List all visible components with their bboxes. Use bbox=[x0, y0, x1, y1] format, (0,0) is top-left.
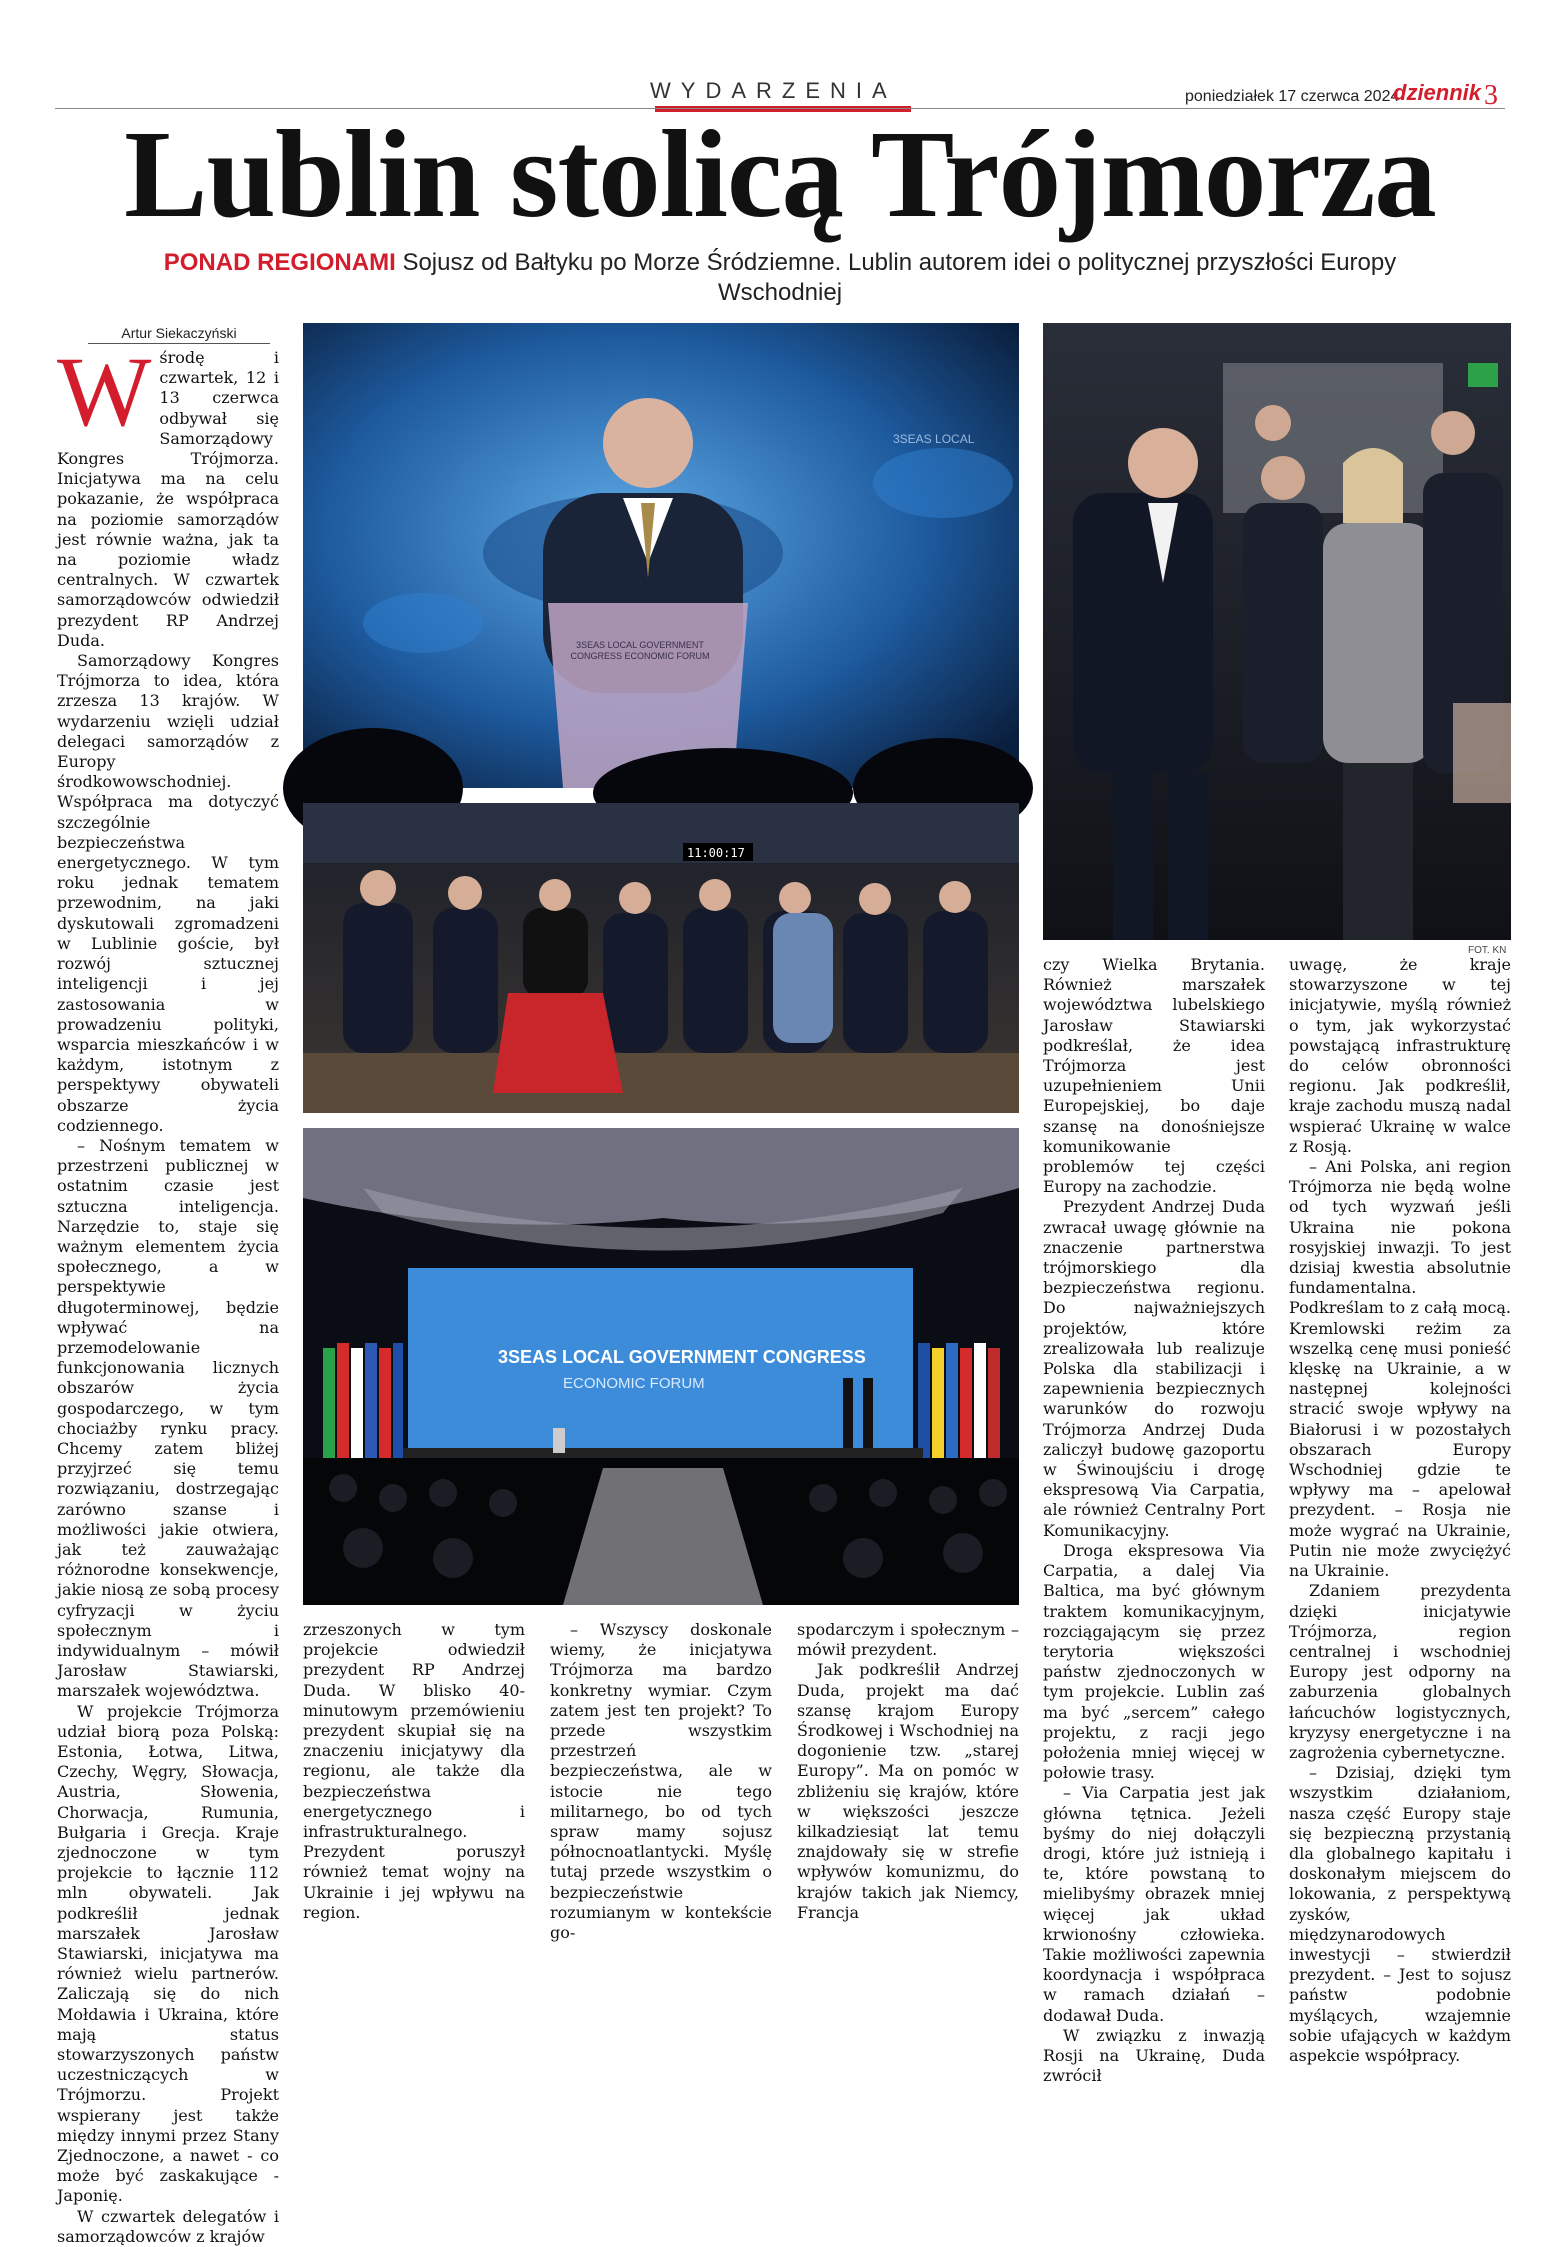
article-column-6 bbox=[1289, 955, 1511, 2065]
author-byline: Artur Siekaczyński bbox=[88, 325, 270, 344]
screen-subtitle: ECONOMIC FORUM bbox=[563, 1375, 705, 1392]
paragraph: – Dzisiaj, dzięki tym wszystkim działaniom, nasza część Europy staje się bezpieczną przystanią dla globalnego kapitału i doskonałym miejscem do lokowania, z perspektywą zysków, międzynarodowych inwestycji – stwierdził prezydent. – Jest to sojusz państw podobnie myślących, wzajemnie sobie ufających w każdym aspekcie współpracy. bbox=[1289, 1763, 1511, 2065]
paragraph: środę i czwartek, 12 i 13 czerwca odbywał się Samorządowy Kongres Trójmorza. Inicjatywa ma na celu pokazanie, że współpraca na poziomie samorządów jest równie ważna, jak ta na poziomie władz centralnych. W czwartek samorządowców odwiedził prezydent RP Andrzej Duda. bbox=[57, 348, 279, 650]
headline: Lublin stolicą Trójmorza bbox=[124, 106, 1436, 244]
photo-speaker-podium bbox=[303, 323, 1019, 788]
paragraph: W czwartek delegatów i samorządowców z krajów bbox=[57, 2206, 279, 2246]
photo-conference-hall bbox=[303, 1128, 1019, 1605]
paragraph: – Via Carpatia jest jak główna tętnica. Jeżeli byśmy do niej dołączyli drogi, które już istnieją i te, które powstaną to mielibyśmy obrazek mniej więcej jak układ krwionośny człowieka. Takie możliwości zapewnia koordynacja i współpraca w ramach działań – dodawał Duda. bbox=[1043, 1783, 1265, 2025]
paragraph: – Nośnym tematem w przestrzeni publicznej w ostatnim czasie jest sztuczna inteligencja. Narzędzie to, staje się ważnym elementem życia społecznego, a w perspektywie długoterminowej, będzie wpływać na przemodelowanie funkcjonowania licznych obszarów życia gospodarczego, w tym chociażby rynku pracy. Chcemy zatem bliżej przyjrzeć się temu rozwiązaniu, dostrzegając zarówno szanse i możliwości jakie otwiera, jak też zauważając różnorodne konsekwencje, jakie niosą ze sobą procesy cyfryzacji w życiu społecznym i indywidualnym – mówił Jarosław Stawiarski, marszałek województwa. bbox=[57, 1135, 279, 1701]
article-column-1 bbox=[57, 336, 279, 2246]
podium-logo-text: 3SEAS LOCAL GOVERNMENT CONGRESS ECONOMIC FORUM bbox=[570, 640, 710, 661]
issue-date: poniedziałek 17 czerwca 2024 bbox=[1185, 88, 1400, 105]
lead bbox=[110, 248, 1450, 308]
article-column-4 bbox=[797, 1620, 1019, 1922]
lead-text: Sojusz od Bałtyku po Morze Śródziemne. Lublin autorem idei o politycznej przyszłości Europy Wschodniej bbox=[402, 249, 1397, 306]
newspaper-logo: dziennik bbox=[1393, 80, 1482, 105]
photo-credit: FOT. KN bbox=[1468, 945, 1507, 956]
article-column-3 bbox=[550, 1620, 772, 1943]
paragraph: Jak podkreślił Andrzej Duda, projekt ma dać szansę krajom Europy Środkowej i Wschodniej na dogonienie tzw. „starej Europy”. Ma on pomóc w zbliżeniu się krajów, które w większości jeszcze kilkadziesiąt lat temu znajdowały się w strefie wpływów komunizmu, do krajów takich jak Niemcy, Francja bbox=[797, 1660, 1019, 1922]
paragraph: W związku z inwazją Rosji na Ukrainę, Duda zwrócił bbox=[1043, 2025, 1265, 2086]
lead-kicker: PONAD REGIONAMI bbox=[163, 249, 396, 276]
section-label: WYDARZENIA bbox=[650, 78, 897, 103]
paragraph: Prezydent Andrzej Duda zwracał uwagę głównie na znaczenie partnerstwa trójmorskiego dla bezpieczeństwa regionu. Do najważniejszych projektów, które zrealizowała lub realizuje Polska dla stabilizacji i zapewnienia bezpiecznych warunków do rozwoju Trójmorza Andrzej Duda zaliczył budowę gazoportu w Świnoujściu i drogę ekspresową Via Carpatia, ale również Centralny Port Komunikacyjny. bbox=[1043, 1197, 1265, 1540]
clock-display: 11:00:17 bbox=[687, 846, 745, 860]
article-column-5 bbox=[1043, 955, 1265, 2086]
paragraph: – Wszyscy doskonale wiemy, że inicjatywa Trójmorza ma bardzo konkretny wymiar. Czym zatem jest ten projekt? To przede wszystkim przestrzeń bezpieczeństwa, ale w istocie nie tego militarnego, bo od tych spraw mamy sojusz północnoatlantycki. Myślę tutaj przede wszystkim o bezpieczeństwie rozumianym w kontekście go- bbox=[550, 1620, 772, 1943]
article-column-2 bbox=[303, 1620, 525, 1922]
photo-president-arrival bbox=[1043, 323, 1511, 940]
paragraph: W projekcie Trójmorza udział biorą poza Polską: Estonia, Łotwa, Litwa, Czechy, Węgry, Słowacja, Austria, Słowenia, Chorwacja, Rumunia, Bułgaria i Grecja. Kraje zjednoczone w tym projekcie to łącznie 112 mln obywateli. Jak podkreślił jednak marszałek Jarosław Stawiarski, inicjatywa ma również wielu partnerów. Zaliczają się do nich Mołdawia i Ukraina, które mają status stowarzyszonych państw uczestniczących w Trójmorzu. Projekt wspierany jest także między innymi przez Stany Zjednoczone, a nawet - co może być zaskakujące - Japonię. bbox=[57, 1701, 279, 2206]
paragraph: czy Wielka Brytania. Również marszałek województwa lubelskiego Jarosław Stawiarski podkreślał, że idea Trójmorza jest uzupełnieniem Unii Europejskiej, bo daje szansę na donośniejsze komunikowanie problemów tej części Europy na zachodzie. bbox=[1043, 955, 1265, 1197]
paragraph: Droga ekspresowa Via Carpatia, a dalej Via Baltica, ma być głównym traktem komunikacyjnym, rozciągającym się przez terytoria większości państw zjednoczonych w tym projekcie. Lublin zaś ma być „sercem” całego projektu, z racji jego położenia mniej więcej w połowie trasy. bbox=[1043, 1540, 1265, 1783]
paragraph: zrzeszonych w tym projekcie odwiedził prezydent RP Andrzej Duda. W blisko 40-minutowym przemówieniu prezydent skupiał się na znaczeniu inicjatywy dla regionu, ale także dla bezpieczeństwa energetycznego i infrastrukturalnego. Prezydent poruszył również temat wojny na Ukrainie i jej wpływu na region. bbox=[303, 1620, 525, 1922]
paragraph: Samorządowy Kongres Trójmorza to idea, która zrzesza 13 krajów. W wydarzeniu wzięli udział delegaci samorządów z Europy środkowowschodniej. Współpraca ma dotyczyć szczególnie bezpieczeństwa energetycznego. W tym roku jednak tematem przewodnim, na jaki dyskutowali zgromadzeni w Lublinie goście, był rozwój sztucznej inteligencji i jej zastosowania w prowadzeniu polityki, wsparcia mieszkańców i w każdym, istotnym z perspektywy obywateli obszarze życia codziennego. bbox=[57, 651, 279, 1135]
paragraph: spodarczym i społecznym – mówił prezydent. bbox=[797, 1620, 1019, 1660]
paragraph: – Ani Polska, ani region Trójmorza nie będą wolne od tych wyzwań jeśli Ukraina nie pokona rosyjskiej inwazji. To jest dzisiaj kwestia absolutnie fundamentalna. Podkreślam to z całą mocą. Kremlowski reżim za wszelką cenę musi ponieść klęskę na Ukrainie, a w następnej kolejności stracić swoje wpływy na Białorusi i w pozostałych obszarach Europy Wschodniej gdzie te wpływy ma – apelował prezydent. – Rosja nie może wygrać na Ukrainie, Putin nie może zwyciężyć na Ukrainie. bbox=[1289, 1157, 1511, 1581]
dropcap: W bbox=[57, 336, 152, 447]
photo-front-row-guests bbox=[303, 803, 1019, 1113]
paragraph: Zdaniem prezydenta dzięki inicjatywie Trójmorza, region centralnej i wschodniej Europy jest odporny na zaburzenia globalnych łańcuchów logistycznych, kryzysy energetyczne i na zagrożenia cybernetyczne. bbox=[1289, 1581, 1511, 1762]
screen-title: 3SEAS LOCAL GOVERNMENT CONGRESS bbox=[498, 1347, 866, 1367]
page-number: 3 bbox=[1484, 80, 1498, 111]
paragraph: uwagę, że kraje stowarzyszone w tej inicjatywie, myślą również o tym, jak wykorzystać powstającą infrastrukturę do celów obronności regionu. Jak podkreślił, kraje zachodu muszą nadal wspierać Ukrainę w walce z Rosją. bbox=[1289, 955, 1511, 1156]
svg-text:3SEAS LOCAL: 3SEAS LOCAL bbox=[893, 432, 975, 446]
